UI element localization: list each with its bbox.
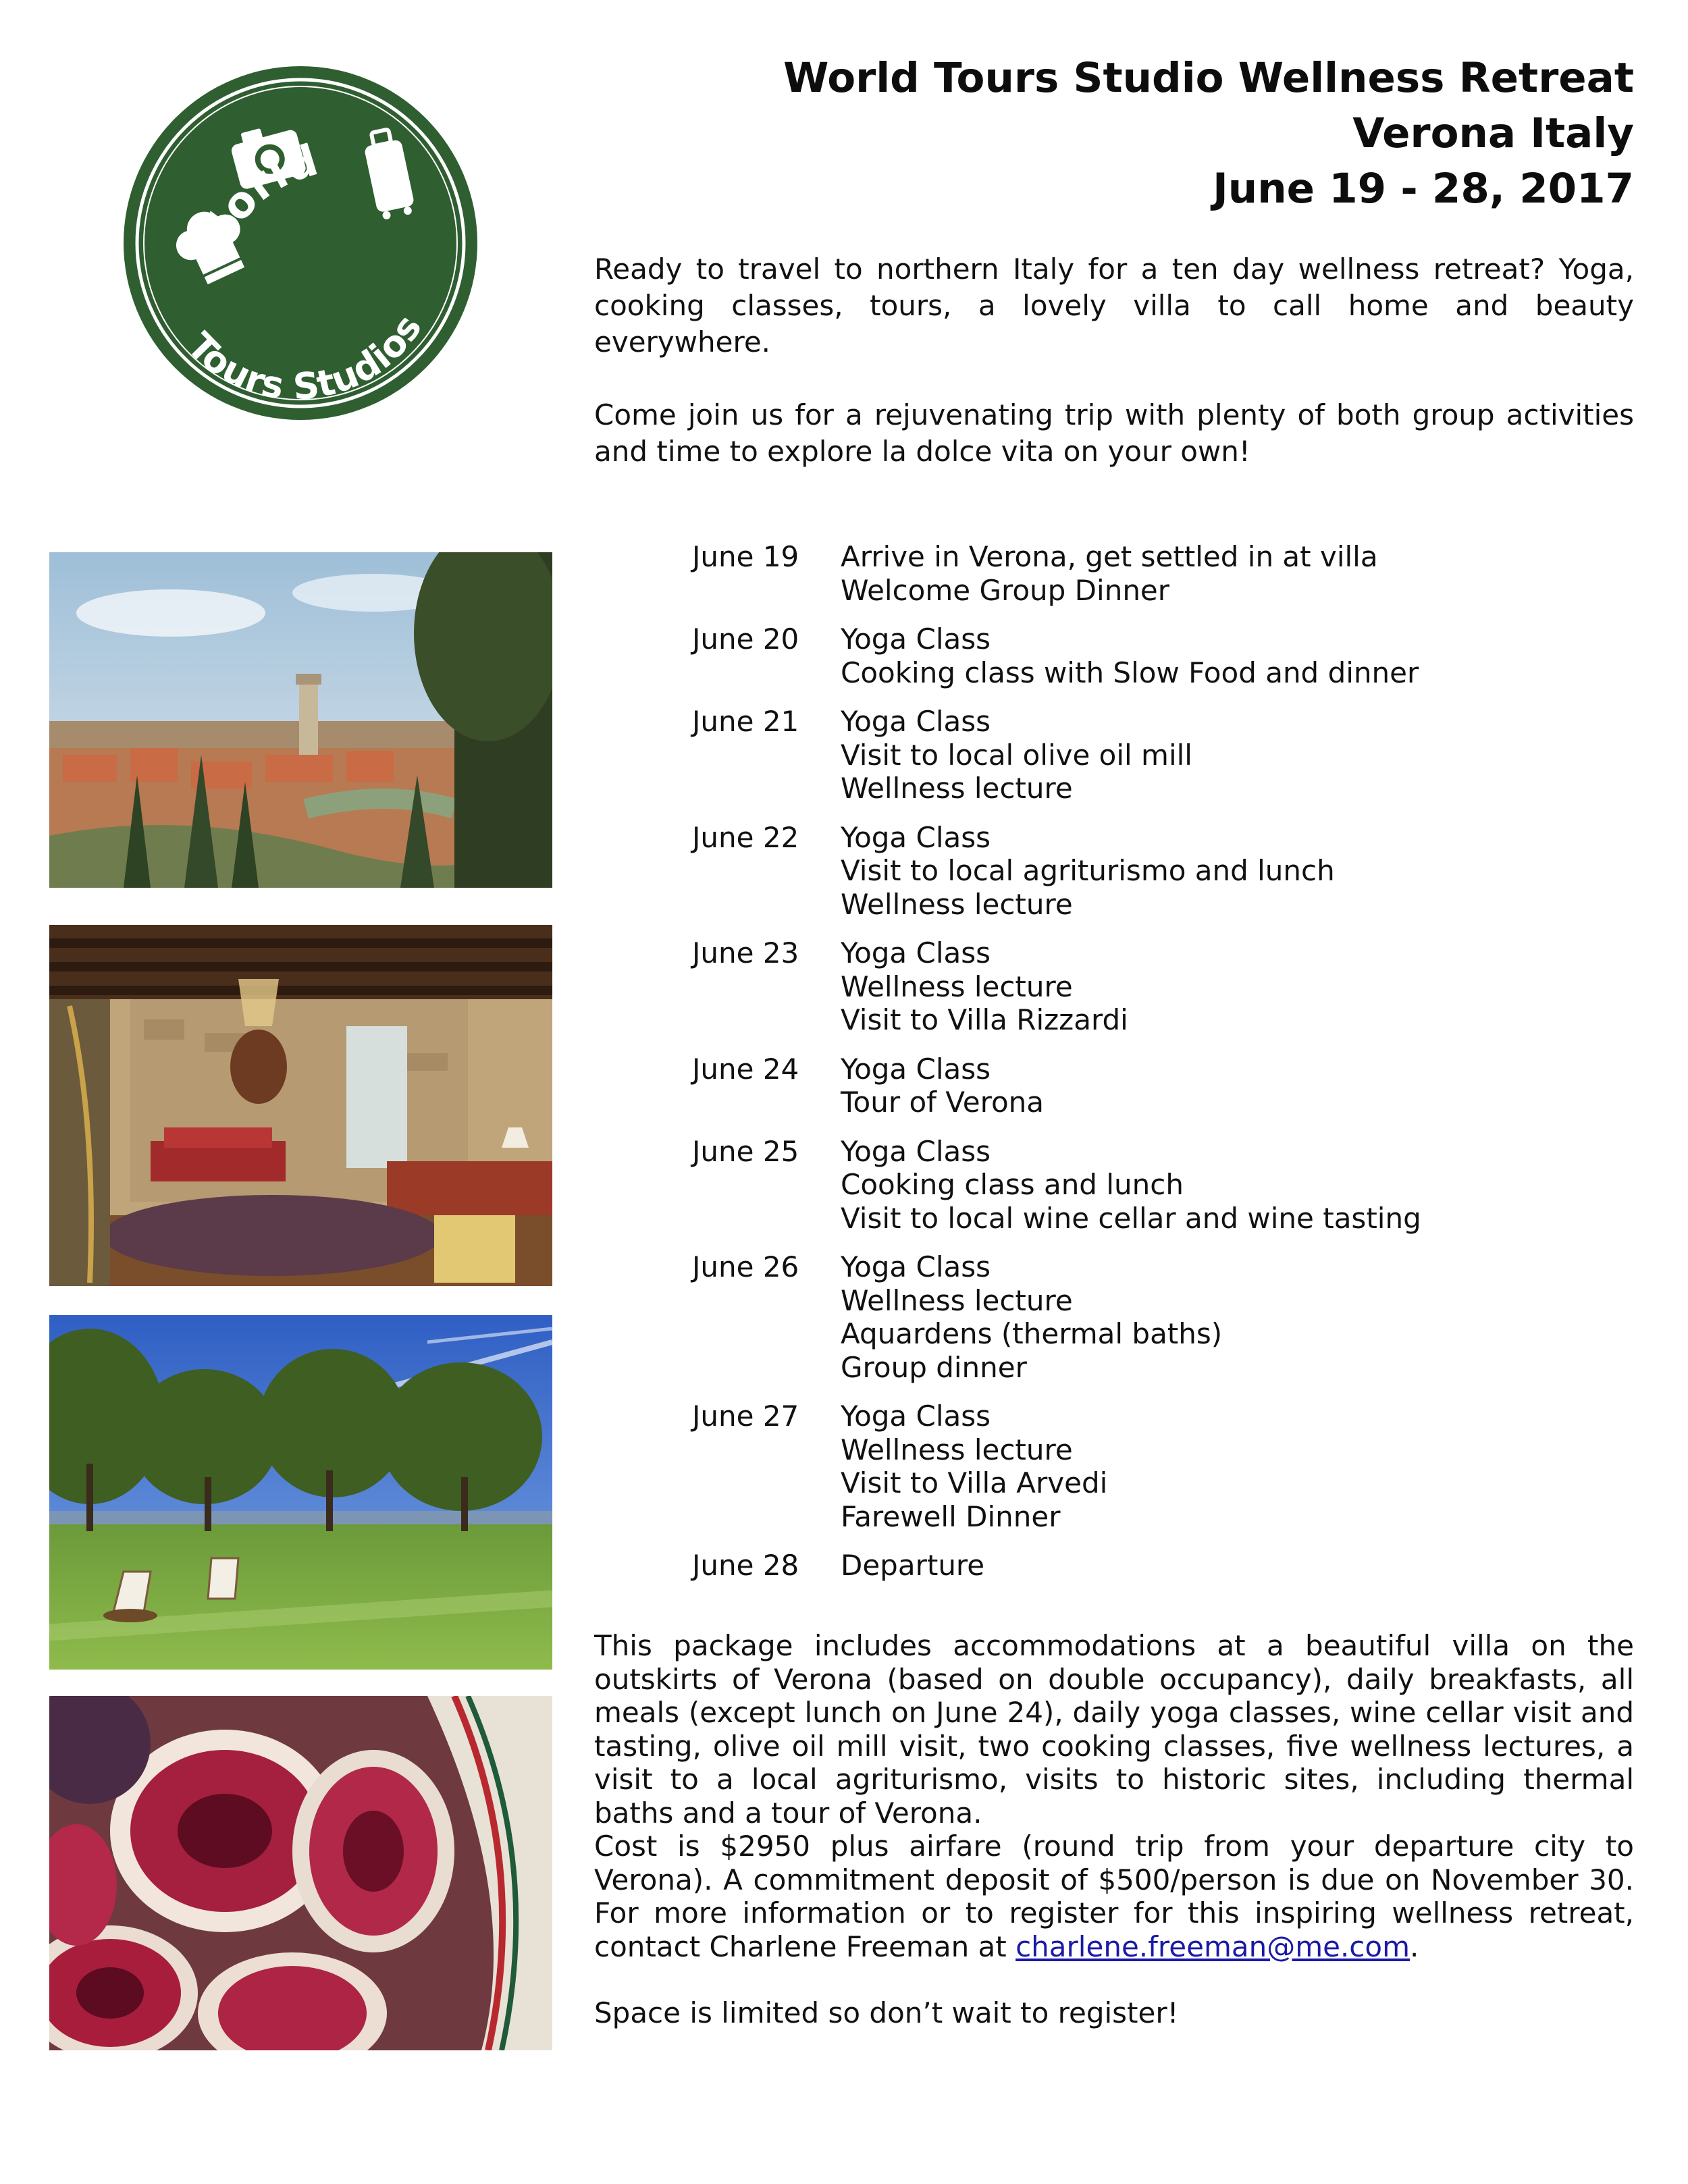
contact-email-link[interactable]: charlene.freeman@me.com [1016,1929,1410,1963]
itinerary-day [692,705,1570,805]
itinerary-activities [841,936,1128,1037]
closing-line: Space is limited so don’t wait to register! [594,1996,1179,2029]
itinerary-date: June 20 [692,622,799,656]
itinerary-activity: Arrive in Verona, get settled in at villa [841,540,1378,573]
cost-text-end: . [1410,1929,1419,1963]
itinerary-day [692,1250,1570,1384]
itinerary-activity: Yoga Class [841,1052,991,1086]
itinerary-date: June 22 [692,820,799,854]
itinerary-activity: Yoga Class [841,1250,991,1283]
itinerary-activity: Wellness lecture [841,887,1073,921]
itinerary-activities [841,1250,1222,1384]
package-paragraph: This package includes accommodations at a beautiful villa on the outskirts of Verona (based on double occupancy), daily breakfasts, all meals (except lunch on June 24), daily yoga classes, wine cellar visit and tasting, olive oil mill visit, two cooking classes, five wellness lectures, a visit to a local agriturismo, visits to historic sites, including thermal baths and a tour of Verona. [594,1629,1634,1830]
dates-title: June 19 - 28, 2017 [1213,165,1634,213]
itinerary-activity: Visit to Villa Rizzardi [841,1003,1128,1036]
cost-paragraph [594,1830,1634,1963]
retreat-title: World Tours Studio Wellness Retreat [783,54,1634,102]
itinerary-activity: Yoga Class [841,705,991,738]
itinerary-activities [841,540,1378,607]
itinerary-activities [841,1053,1044,1119]
itinerary-date: June 26 [692,1250,799,1283]
location-title: Verona Italy [1352,109,1634,157]
itinerary-activity: Farewell Dinner [841,1499,1061,1533]
itinerary-activity: Visit to local olive oil mill [841,738,1192,772]
itinerary-activity: Yoga Class [841,936,991,969]
itinerary-activity: Group dinner [841,1350,1027,1384]
itinerary-date: June 24 [692,1052,799,1086]
itinerary-activity: Wellness lecture [841,1283,1073,1317]
itinerary-day [692,821,1570,922]
itinerary-activity: Welcome Group Dinner [841,573,1170,607]
itinerary-activity: Departure [841,1549,985,1582]
photo-figs [49,1696,552,2050]
itinerary-activity: Tour of Verona [841,1086,1044,1119]
logo-word-tours-studios: Tours Studios [179,307,430,408]
itinerary-day [692,1549,1570,1582]
itinerary-activity: Wellness lecture [841,772,1073,805]
itinerary-date: June 23 [692,936,799,969]
photo-garden-lawn [49,1315,552,1670]
world-tours-studios-logo [122,64,479,422]
itinerary-day [692,622,1570,689]
logo-word-world: World [184,135,324,271]
itinerary-activity: Yoga Class [841,820,991,854]
itinerary-day [692,1135,1570,1235]
itinerary-activity: Cooking class and lunch [841,1168,1184,1201]
itinerary-day [692,1053,1570,1119]
itinerary-activities [841,821,1335,922]
itinerary-activity: Yoga Class [841,1134,991,1168]
cost-text: Cost is $2950 plus airfare (round trip from your departure city to Verona). A commitment deposit of $500/person is due on November 30. For more information or to register for this inspiring wellness retreat, contact Charlene Freeman at [594,1830,1634,1963]
itinerary-activity: Aquardens (thermal baths) [841,1317,1223,1350]
itinerary-activity: Visit to local wine cellar and wine tasting [841,1201,1421,1235]
itinerary-activities [841,1400,1107,1533]
itinerary-day [692,1400,1570,1533]
itinerary-activity: Yoga Class [841,622,991,656]
itinerary-activity: Visit to local agriturismo and lunch [841,854,1335,887]
itinerary-list [692,540,1570,1598]
itinerary-activity: Wellness lecture [841,1433,1073,1466]
itinerary-date: June 25 [692,1134,799,1168]
itinerary-activity: Wellness lecture [841,969,1073,1003]
itinerary-date: June 19 [692,540,799,573]
itinerary-date: June 27 [692,1400,799,1433]
itinerary-activities [841,705,1192,805]
itinerary-activity: Visit to Villa Arvedi [841,1466,1108,1499]
itinerary-activity: Yoga Class [841,1400,991,1433]
itinerary-date: June 28 [692,1549,799,1582]
itinerary-activity: Cooking class with Slow Food and dinner [841,656,1419,689]
page-header [783,51,1634,217]
itinerary-day [692,540,1570,607]
intro-paragraph-2: Come join us for a rejuvenating trip with plenty of both group activities and time to explore la dolce vita on your own! [594,398,1634,468]
photo-verona-skyline [49,552,552,888]
intro-paragraph-1: Ready to travel to northern Italy for a ten day wellness retreat? Yoga, cooking classes, tours, a lovely villa to call home and beauty everywhere. [594,252,1634,358]
itinerary-date: June 21 [692,705,799,738]
itinerary-activities [841,622,1419,689]
itinerary-activities [841,1135,1421,1235]
itinerary-activities [841,1549,984,1582]
photo-villa-interior [49,925,552,1286]
itinerary-day [692,936,1570,1037]
